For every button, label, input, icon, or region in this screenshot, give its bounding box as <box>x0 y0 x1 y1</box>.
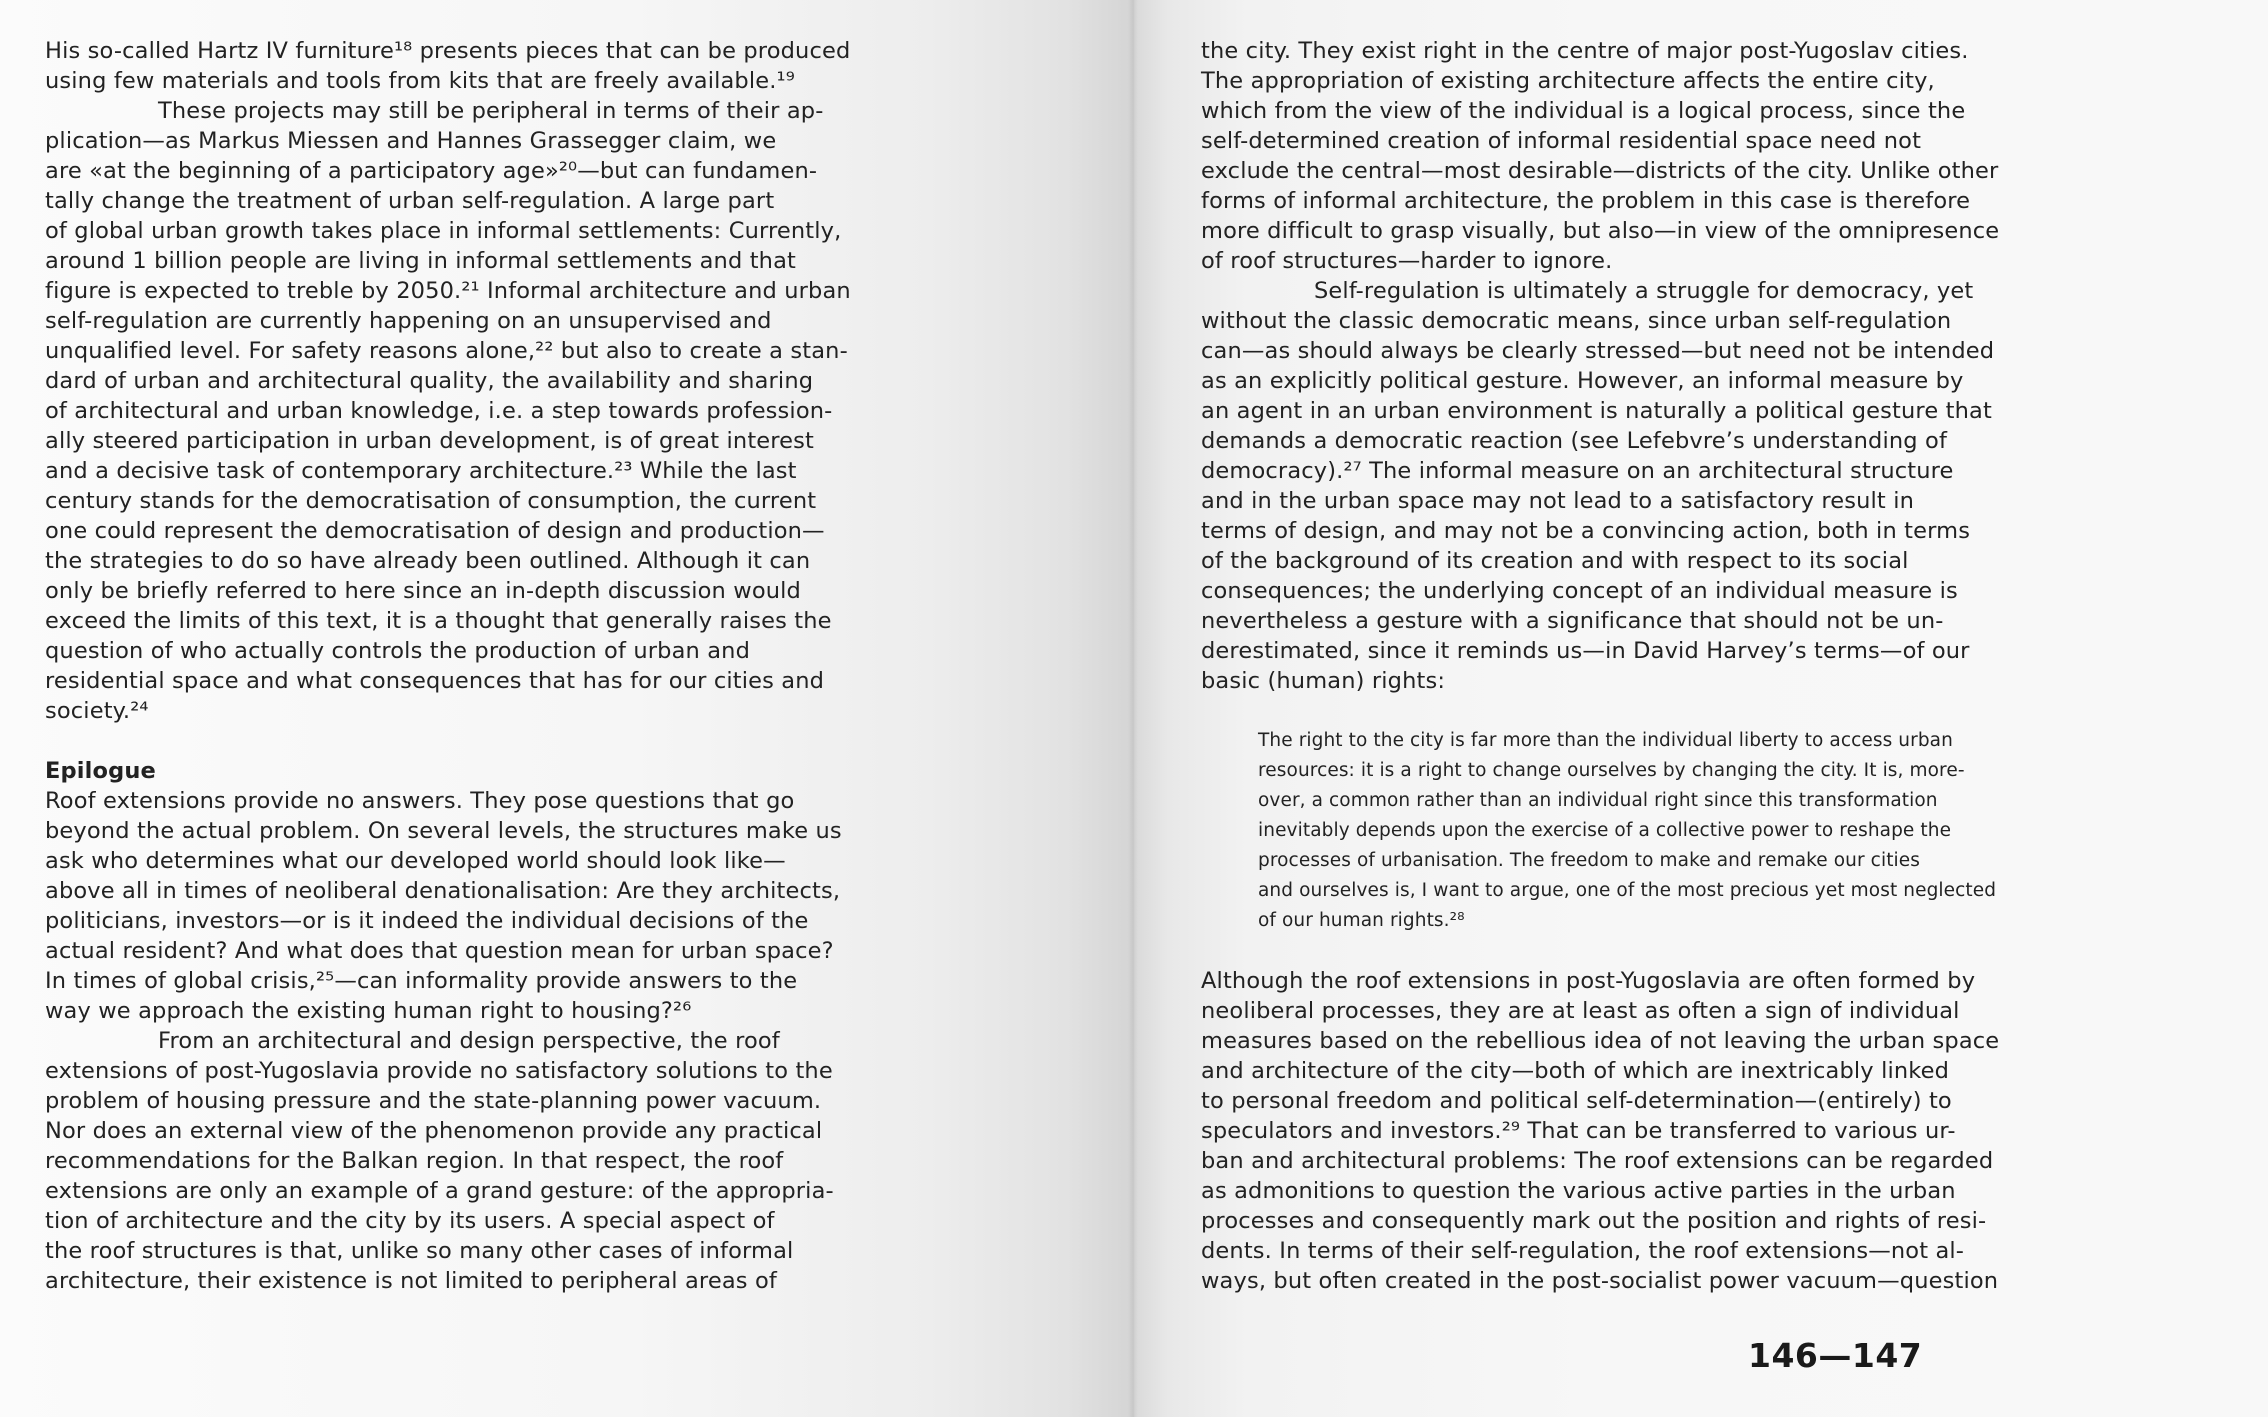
quote-line: of our human rights.²⁸ <box>1258 910 1465 931</box>
text-line: only be briefly referred to here since an in-depth discussion would <box>45 578 801 604</box>
text-line: tally change the treatment of urban self-regulation. A large part <box>45 188 775 214</box>
paragraph-gap <box>1201 936 2011 966</box>
text-line: Although the roof extensions in post-Yugoslavia are often formed by <box>1201 968 1976 994</box>
text-line: neoliberal processes, they are at least as often a sign of individual <box>1201 998 1960 1024</box>
text-line: an agent in an urban environment is naturally a political gesture that <box>1201 398 1992 424</box>
text-line: These projects may still be peripheral in terms of their ap- <box>158 98 824 124</box>
text-line: recommendations for the Balkan region. In that respect, the roof <box>45 1148 784 1174</box>
text-line: century stands for the democratisation of consumption, the current <box>45 488 817 514</box>
text-line: The appropriation of existing architecture affects the entire city, <box>1201 68 1935 94</box>
text-line: In times of global crisis,²⁵—can informality provide answers to the <box>45 968 798 994</box>
text-line: to personal freedom and political self-determination—(entirely) to <box>1201 1088 1952 1114</box>
text-line: processes and consequently mark out the position and rights of resi- <box>1201 1208 1987 1234</box>
text-line: forms of informal architecture, the problem in this case is therefore <box>1201 188 1971 214</box>
quote-line: resources: it is a right to change ourselves by changing the city. It is, more- <box>1258 760 1965 781</box>
text-line: question of who actually controls the production of urban and <box>45 638 751 664</box>
text-line: and architecture of the city—both of which are inextricably linked <box>1201 1058 1950 1084</box>
text-line: From an architectural and design perspective, the roof <box>158 1028 780 1054</box>
text-line: are «at the beginning of a participatory age»²⁰—but can fundamen- <box>45 158 818 184</box>
text-line: of architectural and urban knowledge, i.e. a step towards profession- <box>45 398 833 424</box>
text-line: architecture, their existence is not limited to peripheral areas of <box>45 1268 777 1294</box>
text-line: extensions of post-Yugoslavia provide no satisfactory solutions to the <box>45 1058 833 1084</box>
text-line: terms of design, and may not be a convincing action, both in terms <box>1201 518 1971 544</box>
text-line: dents. In terms of their self-regulation, the roof extensions—not al- <box>1201 1238 1965 1264</box>
text-line: self-regulation are currently happening on an unsupervised and <box>45 308 772 334</box>
quote-line: and ourselves is, I want to argue, one of the most precious yet most neglected <box>1258 880 1997 901</box>
quote-line: inevitably depends upon the exercise of a collective power to reshape the <box>1258 820 1952 841</box>
text-line: residential space and what consequences that has for our cities and <box>45 668 825 694</box>
text-line: the strategies to do so have already been outlined. Although it can <box>45 548 811 574</box>
text-line: plication—as Markus Miessen and Hannes Grassegger claim, we <box>45 128 777 154</box>
text-line: problem of housing pressure and the state-planning power vacuum. <box>45 1088 822 1114</box>
right-text-column <box>1201 36 2011 1296</box>
text-line: one could represent the democratisation of design and production— <box>45 518 825 544</box>
text-line: more difficult to grasp visually, but also—in view of the omnipresence <box>1201 218 2000 244</box>
quote-line: processes of urbanisation. The freedom to make and remake our cities <box>1258 850 1921 871</box>
text-line: around 1 billion people are living in informal settlements and that <box>45 248 796 274</box>
text-line: and a decisive task of contemporary architecture.²³ While the last <box>45 458 797 484</box>
text-line: of the background of its creation and with respect to its social <box>1201 548 1909 574</box>
block-quote <box>1201 726 2011 936</box>
text-line: basic (human) rights: <box>1201 668 1446 694</box>
text-line: self-determined creation of informal residential space need not <box>1201 128 1922 154</box>
text-line: society.²⁴ <box>45 698 149 724</box>
text-line: can—as should always be clearly stressed—but need not be intended <box>1201 338 1995 364</box>
text-line: unqualified level. For safety reasons alone,²² but also to create a stan- <box>45 338 848 364</box>
text-line: above all in times of neoliberal denationalisation: Are they architects, <box>45 878 841 904</box>
text-line: Roof extensions provide no answers. They pose questions that go <box>45 788 795 814</box>
text-line: politicians, investors—or is it indeed the individual decisions of the <box>45 908 809 934</box>
text-line: Self-regulation is ultimately a struggle for democracy, yet <box>1314 278 1974 304</box>
text-line: of global urban growth takes place in informal settlements: Currently, <box>45 218 842 244</box>
text-line: without the classic democratic means, since urban self-regulation <box>1201 308 1952 334</box>
book-gutter <box>1128 0 1138 1417</box>
text-line: actual resident? And what does that question mean for urban space? <box>45 938 834 964</box>
text-line: Nor does an external view of the phenomenon provide any practical <box>45 1118 823 1144</box>
text-line: and in the urban space may not lead to a satisfactory result in <box>1201 488 1915 514</box>
text-line: extensions are only an example of a grand gesture: of the appropria- <box>45 1178 834 1204</box>
page-number: 146—147 <box>1748 1336 1923 1375</box>
text-line: the city. They exist right in the centre of major post-Yugoslav cities. <box>1201 38 1969 64</box>
text-line: ally steered participation in urban development, is of great interest <box>45 428 815 454</box>
text-line: demands a democratic reaction (see Lefebvre’s understanding of <box>1201 428 1948 454</box>
quote-line: The right to the city is far more than the individual liberty to access urban <box>1258 730 1953 751</box>
left-text-column <box>45 36 865 1296</box>
text-line: nevertheless a gesture with a significance that should not be un- <box>1201 608 1944 634</box>
text-line: exceed the limits of this text, it is a thought that generally raises the <box>45 608 832 634</box>
text-line: democracy).²⁷ The informal measure on an architectural structure <box>1201 458 1954 484</box>
text-line: consequences; the underlying concept of an individual measure is <box>1201 578 1958 604</box>
text-line: way we approach the existing human right to housing?²⁶ <box>45 998 692 1024</box>
section-heading: Epilogue <box>45 758 156 784</box>
text-line: His so-called Hartz IV furniture¹⁸ presents pieces that can be produced <box>45 38 851 64</box>
text-line: tion of architecture and the city by its users. A special aspect of <box>45 1208 775 1234</box>
text-line: figure is expected to treble by 2050.²¹ Informal architecture and urban <box>45 278 851 304</box>
paragraph-gap <box>1201 696 2011 726</box>
text-line: using few materials and tools from kits that are freely available.¹⁹ <box>45 68 795 94</box>
paragraph-gap <box>45 726 865 756</box>
text-line: as admonitions to question the various active parties in the urban <box>1201 1178 1956 1204</box>
text-line: as an explicitly political gesture. However, an informal measure by <box>1201 368 1964 394</box>
text-line: beyond the actual problem. On several levels, the structures make us <box>45 818 842 844</box>
text-line: derestimated, since it reminds us—in David Harvey’s terms—of our <box>1201 638 1970 664</box>
text-line: ways, but often created in the post-socialist power vacuum—question <box>1201 1268 1999 1294</box>
text-line: ask who determines what our developed world should look like— <box>45 848 786 874</box>
text-line: which from the view of the individual is a logical process, since the <box>1201 98 1966 124</box>
text-line: exclude the central—most desirable—districts of the city. Unlike other <box>1201 158 1999 184</box>
text-line: ban and architectural problems: The roof extensions can be regarded <box>1201 1148 1994 1174</box>
text-line: of roof structures—harder to ignore. <box>1201 248 1613 274</box>
text-line: measures based on the rebellious idea of not leaving the urban space <box>1201 1028 2000 1054</box>
quote-line: over, a common rather than an individual right since this transformation <box>1258 790 1938 811</box>
text-line: speculators and investors.²⁹ That can be transferred to various ur- <box>1201 1118 1956 1144</box>
text-line: the roof structures is that, unlike so many other cases of informal <box>45 1238 794 1264</box>
text-line: dard of urban and architectural quality, the availability and sharing <box>45 368 814 394</box>
